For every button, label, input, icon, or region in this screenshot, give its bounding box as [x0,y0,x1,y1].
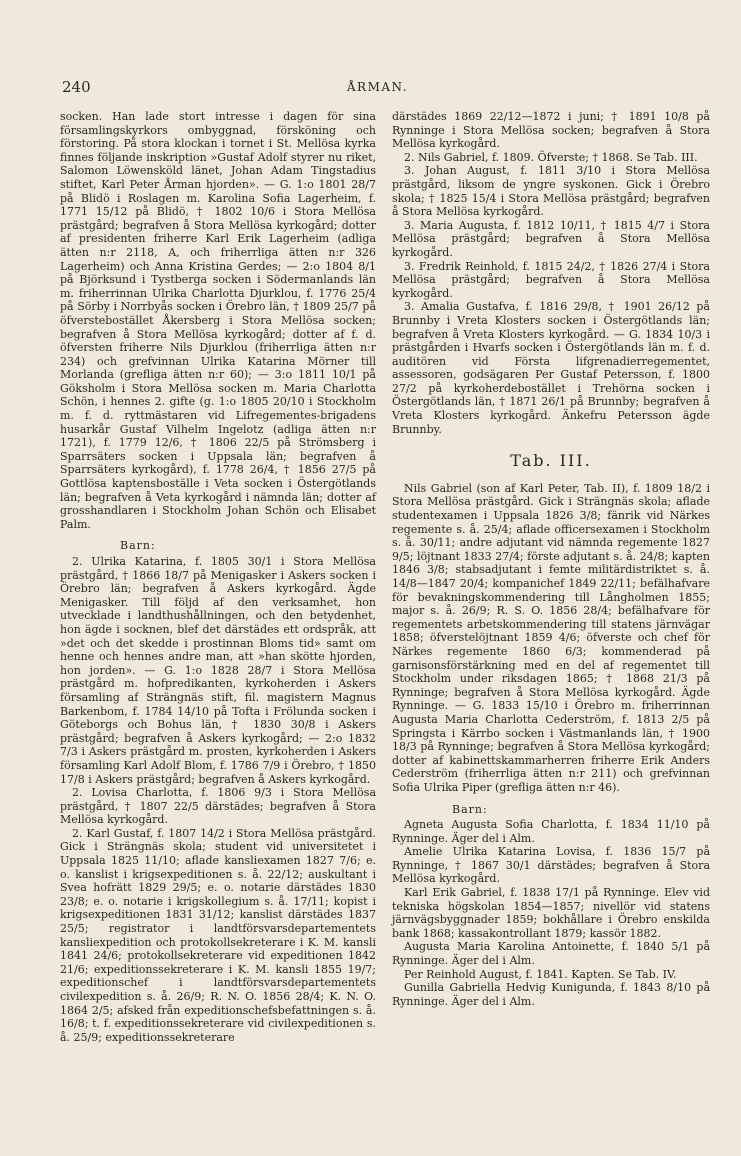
paragraph-tab-iii: Nils Gabriel (son af Karl Peter, Tab. II), f. 1809 18/2 i Stora Mellösa prästgård. Gick i Strängnäs skola; aflade studentexamen i Uppsala 1826 3/8; fänrik vid Närkes regemente s. å. 25/4; aflade officersexamen i Stockholm s. å. 30/11; andre adjutant vid nämnda regemente 1827 9/5; löjtnant 1833 27/4; förste adjutant s. å. 24/8; kapten 1846 3/8; stabsadjutant i femte militärdistriktet s. å. 14/8—1847 20/4; kompanichef 1849 22/11; befälhafvare för bevakningskommendering till Långholmen 1855; major s. å. 26/9; R. S. O. 1856 28/4; befälhafvare för regementets arbetskommendering till statens järnvägar 1858; öfverstelöjtnant 1859 4/6; öfverste och chef för Närkes regemente 1860 6/3; kommenderad på garnisonsförstärkning med en del af regementet till Stockholm under riksdagen 1865; † 1868 21/3 på Rynninge; begrafven å Stora Mellösa kyrkogård. Ägde Rynninge. — G. 1833 15/10 i Örebro m. friherrinnan Augusta Maria Charlotta Cederström, f. 1813 2/5 på Springsta i Kärrbo socken i Västmanlands län, † 1900 18/3 på Rynninge; begrafven å Stora Mellösa kyrkogård; dotter af kabinettskammarherren friherre Erik Anders Cederström (friherrliga ätten n:r 211) och grefvinnan Sofia Ulrika Piper (grefliga ätten n:r 46). [392,481,710,794]
running-title: ÅRMAN. [346,80,409,94]
child-entry: 2. Ulrika Katarina, f. 1805 30/1 i Stora Mellösa prästgård, † 1866 18/7 på Menigasker i Askers socken i Örebro län; begrafven å Askers kyrkogård. Ägde Menigasker. Till följd af den verksamhet, hon utvecklade i landthushållningen, och den betydenhet, hon ägde i socknen, blef det därstädes ett ordspråk, att »det och det skedde i prostinnan Bloms tid» samt om henne och hennes andre man, att »han skötte hjorden, hon jorden». — G. 1:o 1828 28/7 i Stora Mellösa prästgård m. hofpredikanten, kyrkoherden i Askers församling af Strängnäs stift, fil. magistern Magnus Barkenbom, f. 1784 14/10 på Tofta i Frölunda socken i Göteborgs och Bohus län, † 1830 30/8 i Askers prästgård; begrafven å Askers kyrkogård; — 2:o 1832 7/3 i Askers prästgård m. prosten, kyrkoherden i Askers församling Karl Adolf Blom, f. 1786 7/9 i Örebro, † 1850 17/8 i Askers prästgård; begrafven å Askers kyrkogård. [60,555,376,786]
paragraph-intro: socken. Han lade stort intresse i dagen för sina församlingskyrkors ombyggnad, försköning och förstoring. På stora klockan i tornet i St. Mellösa kyrka finnes följande inskription »Gustaf Adolf styrer nu riket, Salomon Löwensköld länet, Johan Adam Tingstadius stiftet, Karl Peter Årman hjorden». — G. 1:o 1801 28/7 på Blidö i Roslagen m. Karolina Sofia Lagerheim, f. 1771 15/12 på Blidö, † 1802 10/6 i Stora Mellösa prästgård; begrafven å Stora Mellösa kyrkogård; dotter af presidenten friherre Karl Erik Lagerheim (adliga ätten n:r 2118, A, och friherrliga ätten n:r 326 Lagerheim) och Anna Kristina Gerdes; — 2:o 1804 8/1 på Björksund i Tystberga socken i Södermanlands län m. friherrinnan Ulrika Charlotta Djurklou, f. 1776 25/4 på Sörby i Norrbyås socken i Örebro län, † 1809 25/7 på öfverstebostället Åkersberg i Stora Mellösa socken; begrafven å Stora Mellösa kyrkogård; dotter af f. d. öfversten friherre Nils Djurklou (friherrliga ätten n:r 234) och grefvinnan Ulrika Katarina Mörner till Morlanda (grefliga ätten n:r 60); — 3:o 1811 10/1 på Göksholm i Stora Mellösa socken m. Maria Charlotta Schön, i hennes 2. gifte (g. 1:o 1805 20/10 i Stockholm m. f. d. ryttmästaren vid Lifregementes-brigadens husarkår Gustaf Vilhelm Ingelotz (adliga ätten n:r 1721), f. 1779 12/6, † 1806 22/5 på Strömsberg i Sparrsäters socken i Uppsala län; begrafven å Sparrsäters kyrkogård), f. 1778 26/4, † 1856 27/5 på Gottlösa kaptensboställe i Veta socken i Östergötlands län; begrafven å Veta kyrkogård i nämnda län; dotter af grosshandlaren i Stockholm Johan Schön och Elisabet Palm. [60,110,376,531]
child-entry: Agneta Augusta Sofia Charlotta, f. 1834 11/10 på Rynninge. Äger del i Alm. [392,818,710,845]
child-entry: 2. Nils Gabriel, f. 1809. Öfverste; † 1868. Se Tab. III. [404,150,698,164]
children-label: Barn: [452,802,488,816]
left-column [60,110,376,1044]
child-entry: 2. Karl Gustaf, f. 1807 14/2 i Stora Mellösa prästgård. Gick i Strängnäs skola; student vid universitetet i Uppsala 1825 11/10; aflade kansliexamen 1827 7/6; e. o. kanslist i krigsexpeditionen s. å. 22/12; auskultant i Svea hofrätt 1829 29/5; e. o. notarie därstädes 1830 23/8; e. o. notarie i krigskollegium s. å. 17/11; kopist i krigsexpeditionen 1831 31/12; kanslist därstädes 1837 25/5; registrator i landtförsvarsdepartementets kansliexpedition och protokollsekreterare i K. M. kansli 1841 24/6; protokollsekreterare vid expeditionen 1842 21/6; expeditionssekreterare i K. M. kansli 1855 19/7; expeditionschef i landtförsvarsdepartementets civilexpedition s. å. 26/9; R. N. O. 1856 28/4; K. N. O. 1864 2/5; afsked från expeditionschefsbefattningen s. å. 16/8; t. f. expeditionssekreterare vid civilexpeditionen s. å. 25/9; expeditionssekreterare [60,826,376,1044]
child-entry: Per Reinhold August, f. 1841. Kapten. Se Tab. IV. [404,967,677,981]
page-header [62,78,693,100]
table-heading: Tab. III. [510,451,592,471]
child-entry: 3. Maria Augusta, f. 1812 10/11, † 1815 4/7 i Stora Mellösa prästgård; begrafven å Stora Mellösa kyrkogård. [392,218,710,259]
child-entry: 3. Fredrik Reinhold, f. 1815 24/2, † 1826 27/4 i Stora Mellösa prästgård; begrafven å Stora Mellösa kyrkogård. [392,259,710,300]
paragraph-continuation: därstädes 1869 22/12—1872 i juni; † 1891 10/8 på Rynninge i Stora Mellösa socken; begrafven å Stora Mellösa kyrkogård. [392,110,710,151]
child-entry: Augusta Maria Karolina Antoinette, f. 1840 5/1 på Rynninge. Äger del i Alm. [392,940,710,968]
child-entry: Gunilla Gabriella Hedvig Kunigunda, f. 1843 8/10 på Rynninge. Äger del i Alm. [392,981,710,1008]
right-column [392,110,710,1008]
child-entry: 3. Amalia Gustafva, f. 1816 29/8, † 1901 26/12 på Brunnby i Vreta Klosters socken i Östergötlands län; begrafven å Vreta Klosters kyrkogård. — G. 1834 10/3 i prästgården i Hvarfs socken i Östergötlands län m. f. d. auditören vid Första lifgrenadierregementet, assessoren, godsägaren Per Gustaf Petersson, f. 1800 27/2 på kyrkoherdebostället i Trehörna socken i Östergötlands län, † 1871 26/1 på Brunnby; begrafven å Vreta Klosters kyrkogård. Änkefru Petersson ägde Brunnby. [392,300,710,436]
page-number: 240 [62,78,91,96]
child-entry: Amelie Ulrika Katarina Lovisa, f. 1836 15/7 på Rynninge, † 1867 30/1 därstädes; begrafven å Stora Mellösa kyrkogård. [392,845,710,886]
child-entry: 3. Johan August, f. 1811 3/10 i Stora Mellösa prästgård, liksom de yngre syskonen. Gick i Örebro skola; † 1825 15/4 i Stora Mellösa prästgård; begrafven å Stora Mellösa kyrkogård. [392,164,710,219]
child-entry: Karl Erik Gabriel, f. 1838 17/1 på Rynninge. Elev vid tekniska högskolan 1854—1857; nivellör vid statens järnvägsbyggnader 1859; bokhållare i Örebro enskilda bank 1868; kassakontrollant 1879; kassör 1882. [392,886,710,940]
child-entry: 2. Lovisa Charlotta, f. 1806 9/3 i Stora Mellösa prästgård, † 1807 22/5 därstädes; begrafven å Stora Mellösa kyrkogård. [60,786,376,827]
children-label: Barn: [120,539,156,553]
